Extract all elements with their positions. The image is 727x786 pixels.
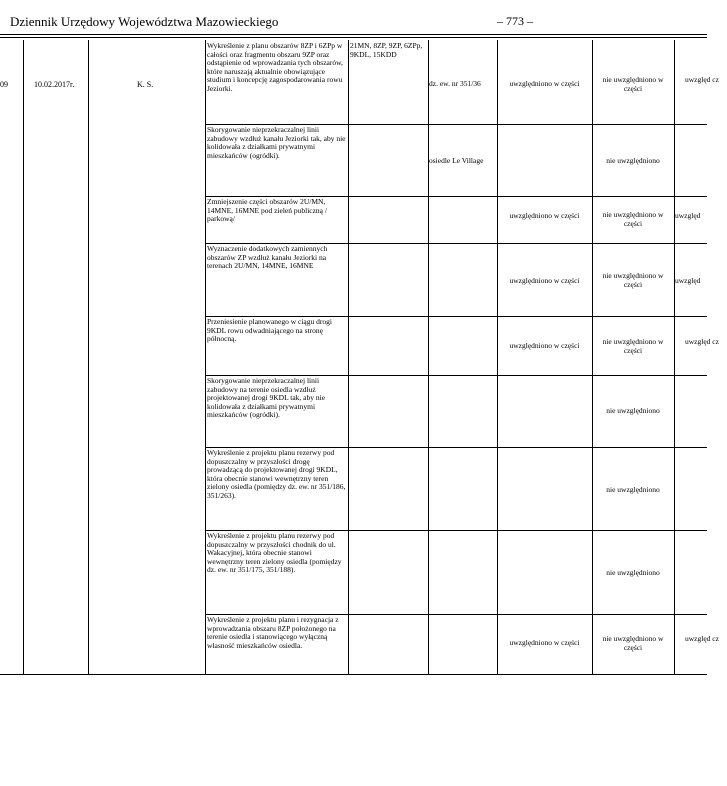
- request-content: Wykreślenie z projektu planu rezerwy pod dopuszczalny w przyszłości chodnik do ul. Wakacyjnej, która obecnie stanowi wewnętrzny teren zielony osiedla (pomiędzy dz. ew. nr 351/175, 351/188).: [207, 531, 342, 575]
- header-rule: [0, 34, 707, 35]
- table-bottom-rule: [0, 674, 707, 675]
- request-areas: 21MN, 8ZP, 9ZP, 6ZPp, 9KDL, 15KDD: [350, 41, 423, 59]
- entry-number: 09: [0, 80, 8, 89]
- decision-extra: uwzględ cz: [685, 634, 719, 643]
- column-divider: [205, 40, 206, 674]
- decision-council: nie uwzględniono: [606, 156, 660, 165]
- column-divider: [497, 40, 498, 674]
- decision-council: nie uwzględniono w części: [602, 634, 664, 652]
- column-divider: [674, 40, 675, 674]
- decision-extra: uwzględ: [675, 276, 701, 285]
- request-parcels: dz. ew. nr 351/36: [429, 79, 481, 88]
- request-content: Wykreślenie z projektu planu i rezygnacja z wprowadzania obszaru 8ZP położonego na terenie osiedla i stanowiącego wyłączną własność mieszkańców osiedla.: [207, 615, 339, 650]
- decision-mayor: uwzględniono w części: [509, 638, 580, 647]
- request-content: Wykreślenie z projektu planu rezerwy pod dopuszczalny w przyszłości drogę prowadzącą do projektowanej drogi 9KDL, która obecnie stanowi wewnętrzny teren zielony osiedla (pomiędzy dz. ew. nr 351/186, 351/263).: [207, 448, 346, 500]
- column-divider: [348, 40, 349, 674]
- request-content: Zmniejszenie części obszarów 2U/MN, 14MNE, 16MNE pod zieleń publiczną / parkową/: [207, 197, 327, 224]
- page-number: – 773 –: [497, 14, 533, 28]
- decision-extra: uwzględ cz: [685, 75, 719, 84]
- column-divider: [23, 40, 24, 674]
- decision-council: nie uwzględniono w części: [602, 337, 664, 355]
- decision-council: nie uwzględniono: [606, 485, 660, 494]
- request-content: Skorygowanie nieprzekraczalnej linii zabudowy wzdłuż kanału Jeziorki tak, aby nie kolidowała z działkami prywatnymi mieszkańców (ogródki).: [207, 125, 346, 160]
- header-rule-secondary: [0, 37, 707, 38]
- request-content: Wykreślenie z planu obszarów 8ZP i 6ZPp w całości oraz fragmentu obszaru 9ZP oraz odstąpienie od wprowadzania tych obszarów, które naruszają aktualnie obowiązujące studium i koncepcję zagospodarowania rowu Jeziorki.: [207, 41, 343, 93]
- entry-author: K. S.: [137, 80, 154, 89]
- column-divider: [592, 40, 593, 674]
- decision-council: nie uwzględniono w części: [602, 75, 664, 93]
- decision-council: nie uwzględniono w części: [602, 210, 664, 228]
- entry-date: 10.02.2017r.: [34, 80, 75, 89]
- request-content: Wyznaczenie dodatkowych zamiennych obszarów ZP wzdłuż kanału Jeziorki na terenach 2U/MN, 14MNE, 16MNE: [207, 244, 328, 271]
- column-divider: [88, 40, 89, 674]
- decision-extra: uwzględ cz: [685, 337, 719, 346]
- decision-mayor: uwzględniono w części: [509, 276, 580, 285]
- decision-mayor: uwzględniono w części: [509, 211, 580, 220]
- request-parcels: osiedle Le Village: [429, 156, 484, 165]
- decision-council: nie uwzględniono: [606, 568, 660, 577]
- column-divider: [428, 40, 429, 674]
- decision-council: nie uwzględniono w części: [602, 271, 664, 289]
- request-content: Skorygowanie nieprzekraczalnej linii zabudowy na terenie osiedla wzdłuż projektowanej drogi 9KDL tak, aby nie kolidowała z działkami prywatnymi mieszkańców (ogródki).: [207, 376, 326, 420]
- request-content: Przeniesienie planowanego w ciągu drogi 9KDL rowu odwadniającego na stronę północną.: [207, 317, 332, 344]
- journal-title: Dziennik Urzędowy Województwa Mazowieckiego: [10, 14, 279, 29]
- decision-council: nie uwzględniono: [606, 406, 660, 415]
- decision-extra: uwzględ: [675, 211, 701, 220]
- decision-mayor: uwzględniono w części: [509, 79, 580, 88]
- decision-mayor: uwzględniono w części: [509, 341, 580, 350]
